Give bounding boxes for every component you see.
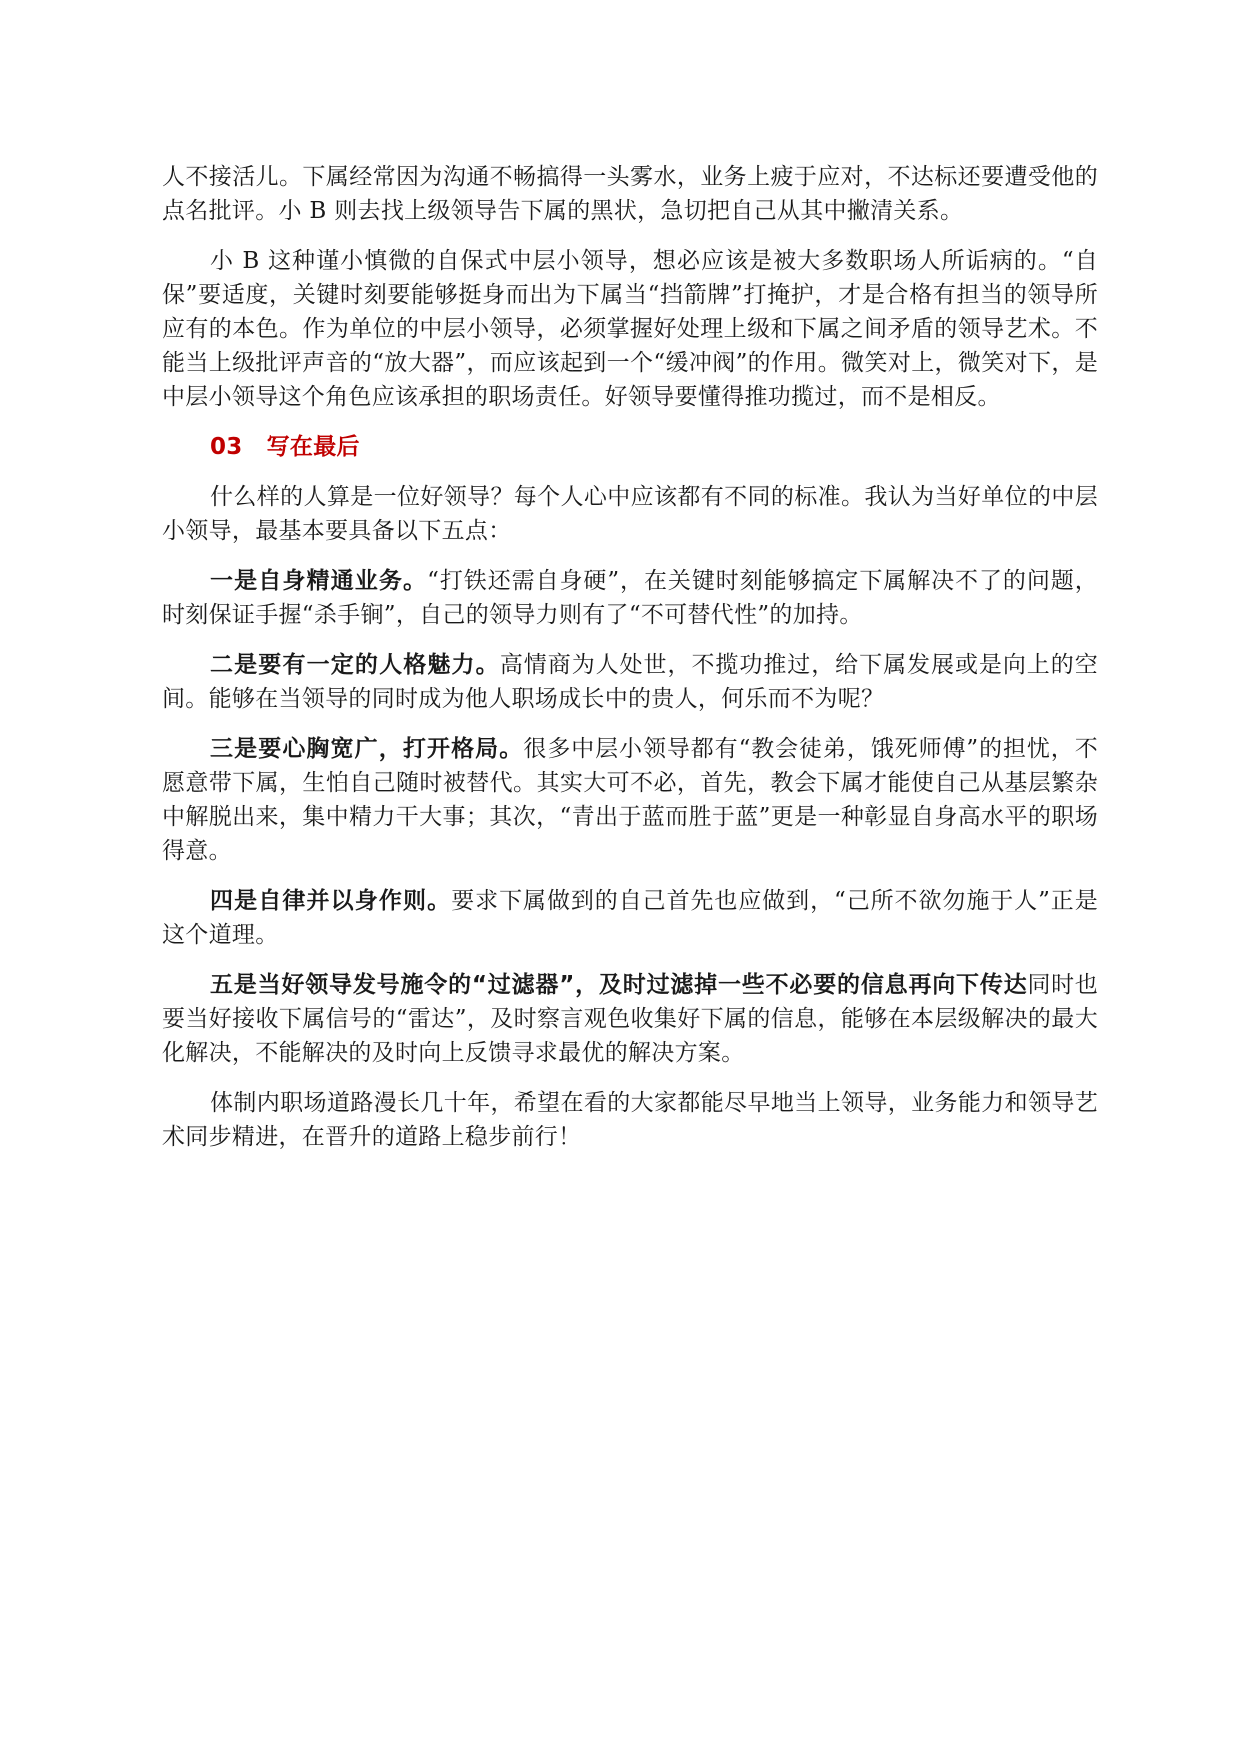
point-1-text: “打铁还需自身硬”，在关键时刻能够搞定下属解决不了的问题，时刻保证手握“杀手锏”，自己的领导力则有了“不可替代性”的加持。 (162, 568, 1099, 628)
paragraph-self-protection: 小 B 这种谨小慎微的自保式中层小领导，想必应该是被大多数职场人所诟病的。“自保”要适度，关键时刻要能够挺身而出为下属当“挡箭牌”打掩护，才是合格有担当的领导所应有的本色。作为单位的中层小领导，必须掌握好处理上级和下属之间矛盾的领导艺术。不能当上级批评声音的“放大器”，而应该起到一个“缓冲阀”的作用。微笑对上，微笑对下，是中层小领导这个角色应该承担的职场责任。好领导要懂得推功揽过，而不是相反。 (162, 248, 1098, 410)
point-4-text: 要求下属做到的自己首先也应做到，“己所不欲勿施于人”正是这个道理。 (162, 888, 1099, 948)
point-1-lead: 一是自身精通业务。 (210, 568, 428, 594)
point-4 (162, 884, 1098, 952)
point-5 (162, 968, 1098, 1070)
paragraph-intro-five-points: 什么样的人算是一位好领导？每个人心中应该都有不同的标准。我认为当好单位的中层小领导，最基本要具备以下五点： (162, 484, 1098, 544)
point-3-lead: 三是要心胸宽广，打开格局。 (210, 736, 524, 762)
point-2-text: 高情商为人处世，不揽功推过，给下属发展或是向上的空间。能够在当领导的同时成为他人职场成长中的贵人，何乐而不为呢？ (162, 652, 1099, 712)
section-title: 写在最后 (266, 434, 360, 460)
paragraph-continuation: 人不接活儿。下属经常因为沟通不畅搞得一头雾水，业务上疲于应对，不达标还要遭受他的点名批评。小 B 则去找上级领导告下属的黑状，急切把自己从其中撇清关系。 (162, 164, 1098, 224)
section-heading-03 (210, 430, 1098, 464)
paragraph-closing: 体制内职场道路漫长几十年，希望在看的大家都能尽早地当上领导，业务能力和领导艺术同步精进，在晋升的道路上稳步前行！ (162, 1090, 1098, 1150)
point-5-lead: 五是当好领导发号施令的“过滤器”，及时过滤掉一些不必要的信息再向下传达 (210, 972, 1028, 998)
point-3 (162, 732, 1098, 868)
point-5-text: 同时也要当好接收下属信号的“雷达”，及时察言观色收集好下属的信息，能够在本层级解决的最大化解决，不能解决的及时向上反馈寻求最优的解决方案。 (162, 972, 1098, 1066)
document-page (162, 160, 1098, 1170)
section-number: 03 (210, 434, 243, 460)
point-2 (162, 648, 1098, 716)
point-1 (162, 564, 1098, 632)
point-2-lead: 二是要有一定的人格魅力。 (210, 652, 500, 678)
point-3-text: 很多中层小领导都有“教会徒弟，饿死师傅”的担忧，不愿意带下属，生怕自己随时被替代。其实大可不必，首先，教会下属才能使自己从基层繁杂中解脱出来，集中精力干大事；其次，“青出于蓝而胜于蓝”更是一种彰显自身高水平的职场得意。 (162, 736, 1098, 864)
point-4-lead: 四是自律并以身作则。 (210, 888, 452, 914)
